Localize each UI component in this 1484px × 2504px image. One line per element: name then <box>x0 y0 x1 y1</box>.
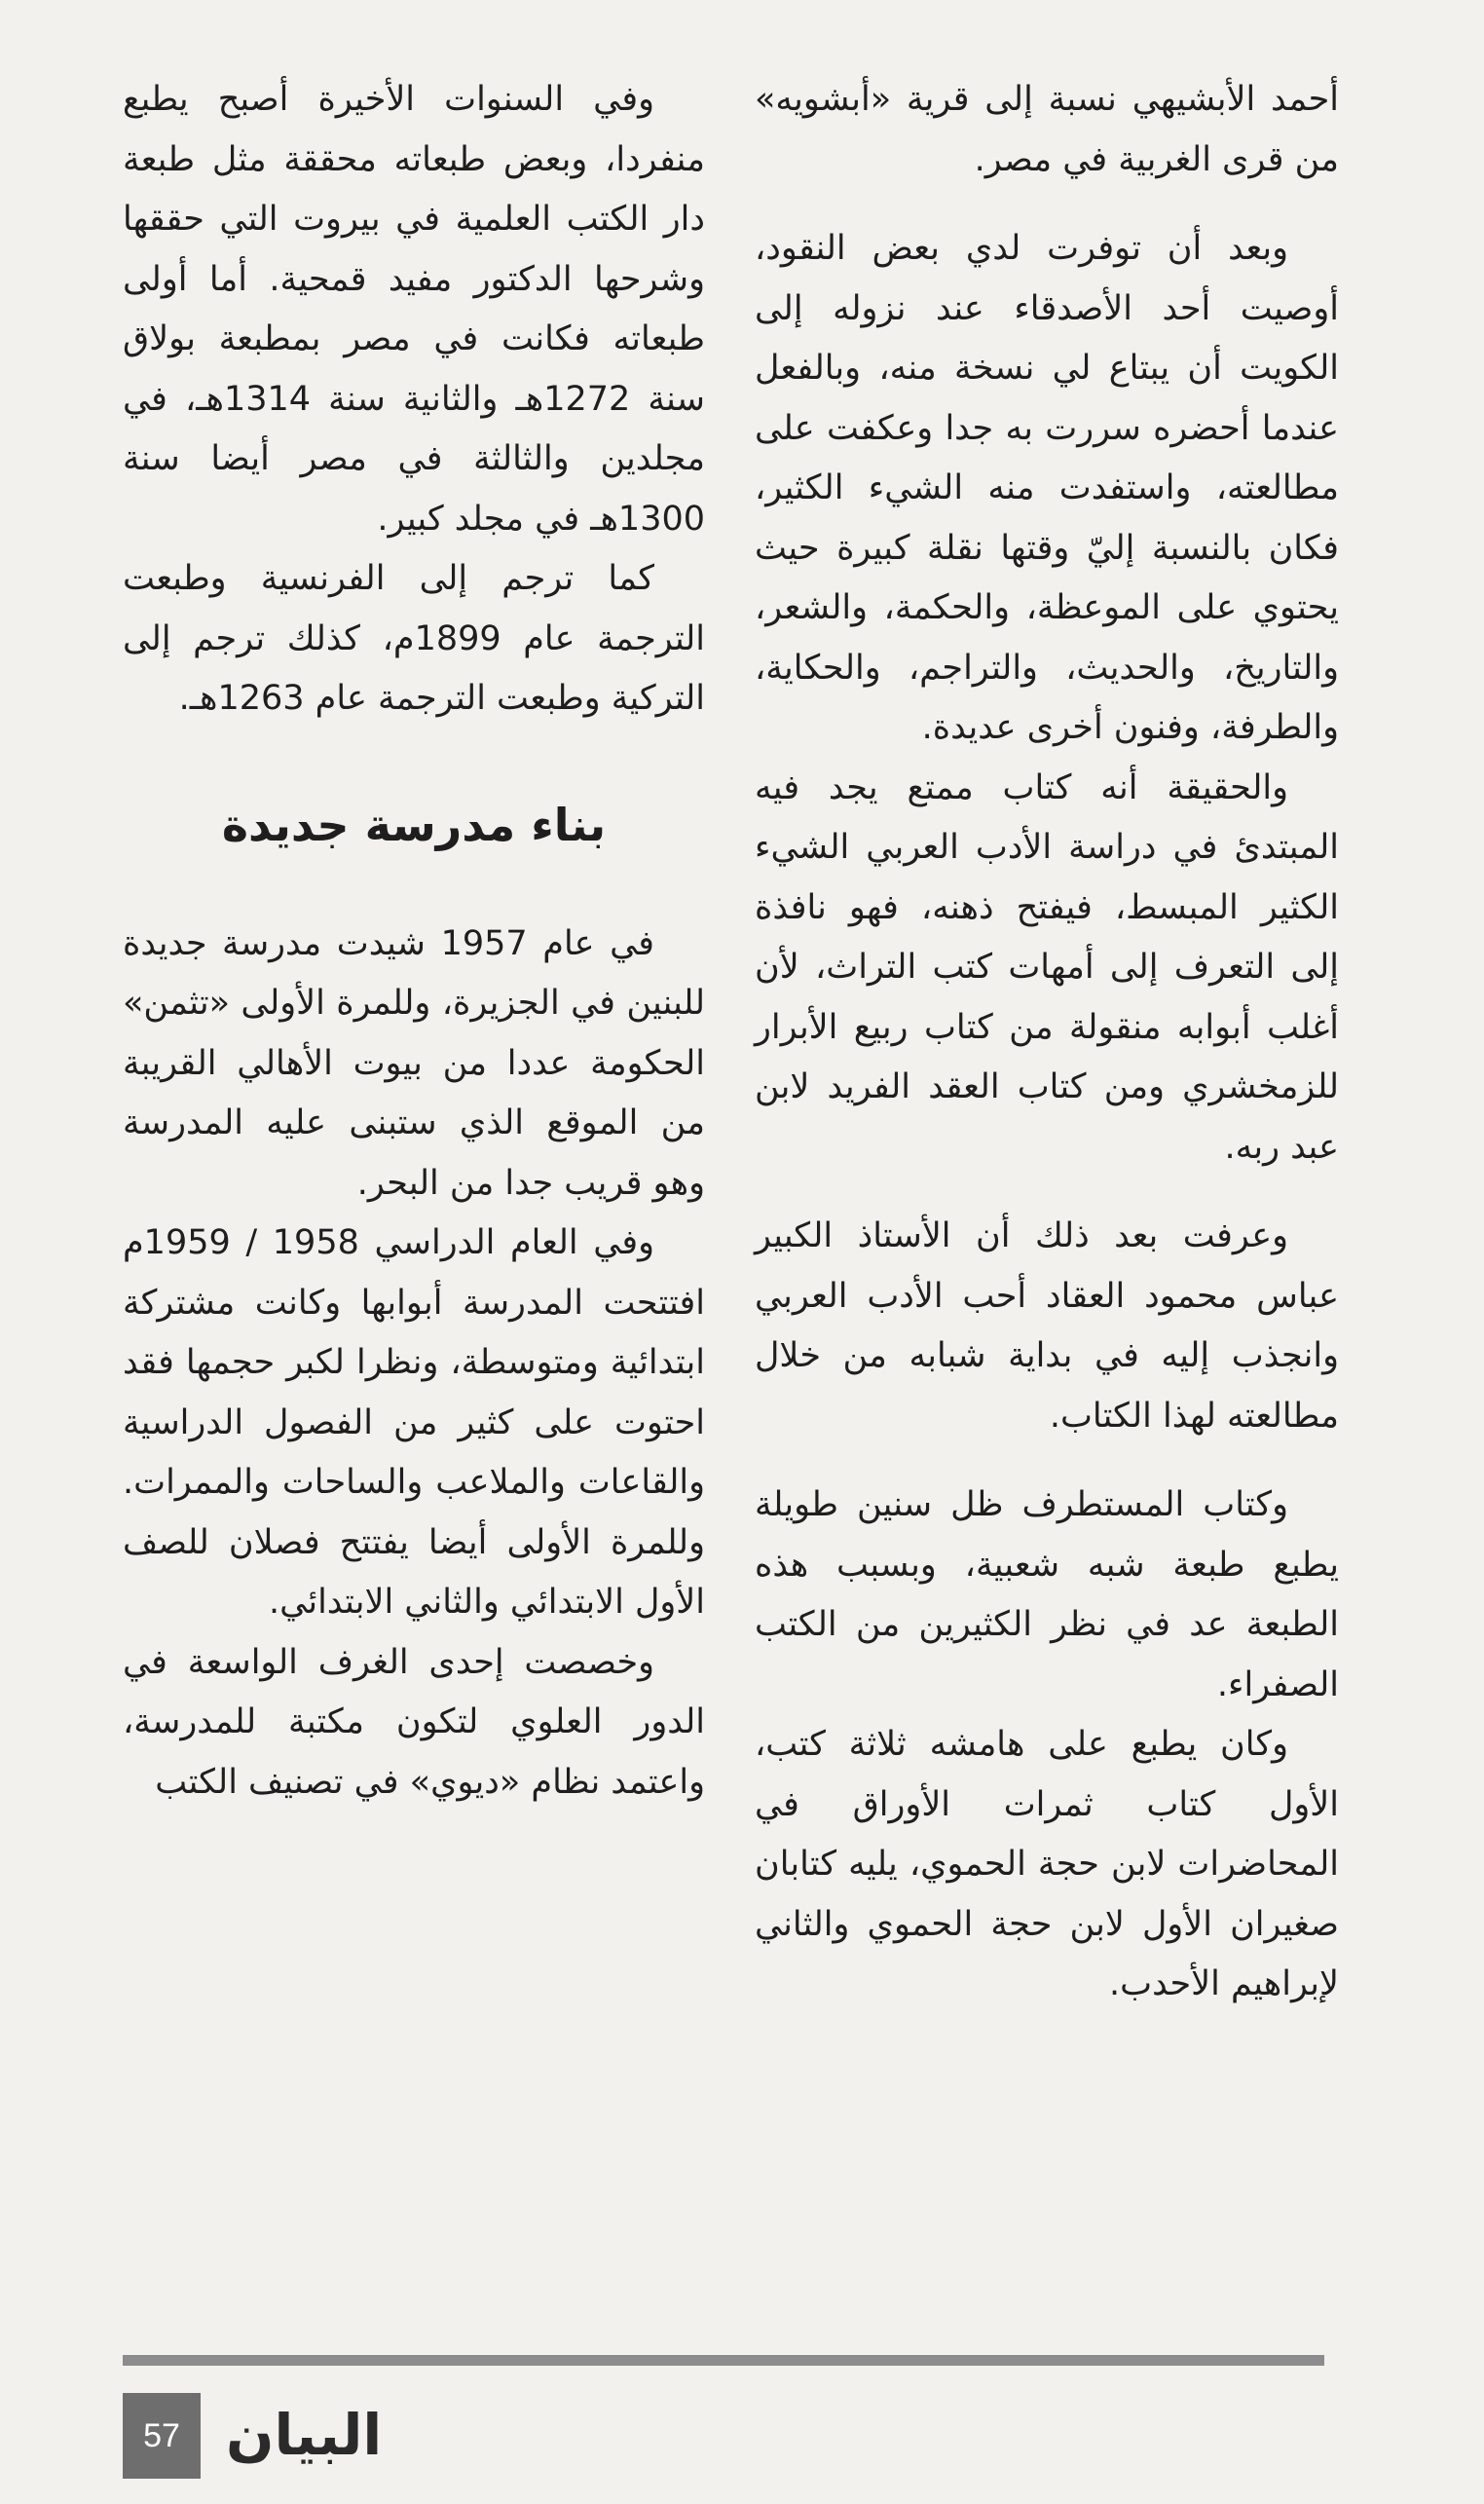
section-heading: بناء مدرسة جديدة <box>221 798 607 851</box>
paragraph: وبعد أن توفرت لدي بعض النقود، أوصيت أحد الأصدقاء عند نزوله إلى الكويت أن يبتاع لي نسخة منه، وبالفعل عندما أحضره سررت به جدا وعكفت على مطالعته، واستفدت منه الشيء الكثير، فكان بالنسبة إليّ وقتها نقلة كبيرة حيث يحتوي على الموعظة، والحكمة، والشعر، والتاريخ، والحديث، والتراجم، والحكاية، والطرفة، وفنون أخرى عديدة. <box>755 229 1339 747</box>
paragraph: كما ترجم إلى الفرنسية وطبعت الترجمة عام 1899م، كذلك ترجم إلى التركية وطبعت الترجمة عام 1263هـ. <box>123 559 705 718</box>
paragraph: وكان يطبع على هامشه ثلاثة كتب، الأول كتاب ثمرات الأوراق في المحاضرات لابن حجة الحموي، يليه كتابان صغيران الأول لابن حجة الحموي والثاني لإبراهيم الأحدب. <box>755 1725 1339 2003</box>
paragraph: وخصصت إحدى الغرف الواسعة في الدور العلوي لتكون مكتبة للمدرسة، واعتمد نظام «ديوي» في تصنيف الكتب <box>123 1642 705 1802</box>
page-number: 57 <box>123 2393 201 2479</box>
paragraph: في عام 1957 شيدت مدرسة جديدة للبنين في الجزيرة، وللمرة الأولى «تثمن» الحكومة عددا من بيوت الأهالي القريبة من الموقع الذي ستبنى عليه المدرسة وهو قريب جدا من البحر. <box>123 923 705 1203</box>
magazine-logo: البيان <box>226 2402 383 2468</box>
left-column <box>123 70 705 1813</box>
paragraph: وفي السنوات الأخيرة أصبح يطبع منفردا، وبعض طبعاته محققة مثل طبعة دار الكتب العلمية في بيروت التي حققها وشرحها الدكتور مفيد قمحية. أما أولى طبعاته فكانت في مصر بمطبعة بولاق سنة 1272هـ والثانية سنة 1314هـ، في مجلدين والثالثة في مصر أيضا سنة 1300هـ في مجلد كبير. <box>123 80 705 539</box>
right-column <box>755 70 1339 2015</box>
paragraph: والحقيقة أنه كتاب ممتع يجد فيه المبتدئ في دراسة الأدب العربي الشيء الكثير المبسط، فيفتح ذهنه، فهو نافذة إلى التعرف إلى أمهات كتب التراث، لأن أغلب أبوابه منقولة من كتاب ربيع الأبرار للزمخشري ومن كتاب العقد الفريد لابن عبد ربه. <box>755 767 1339 1167</box>
paragraph: أحمد الأبشيهي نسبة إلى قرية «أبشويه» من قرى الغربية في مصر. <box>755 80 1339 179</box>
paragraph: وكتاب المستطرف ظل سنين طويلة يطبع طبعة شبه شعبية، وبسبب هذه الطبعة عد في نظر الكثيرين من الكتب الصفراء. <box>755 1485 1339 1704</box>
paragraph: وعرفت بعد ذلك أن الأستاذ الكبير عباس محمود العقاد أحب الأدب العربي وانجذب إليه في بداية شبابه من خلال مطالعته لهذا الكتاب. <box>755 1216 1339 1436</box>
footer-rule <box>123 2355 1324 2366</box>
paragraph: وفي العام الدراسي 1958 / 1959م افتتحت المدرسة أبوابها وكانت مشتركة ابتدائية ومتوسطة، ونظرا لكبر حجمها فقد احتوت على كثير من الفصول الدراسية والقاعات والملاعب والساحات والممرات. وللمرة الأولى أيضا يفتتح فصلان للصف الأول الابتدائي والثاني الابتدائي. <box>123 1223 705 1622</box>
